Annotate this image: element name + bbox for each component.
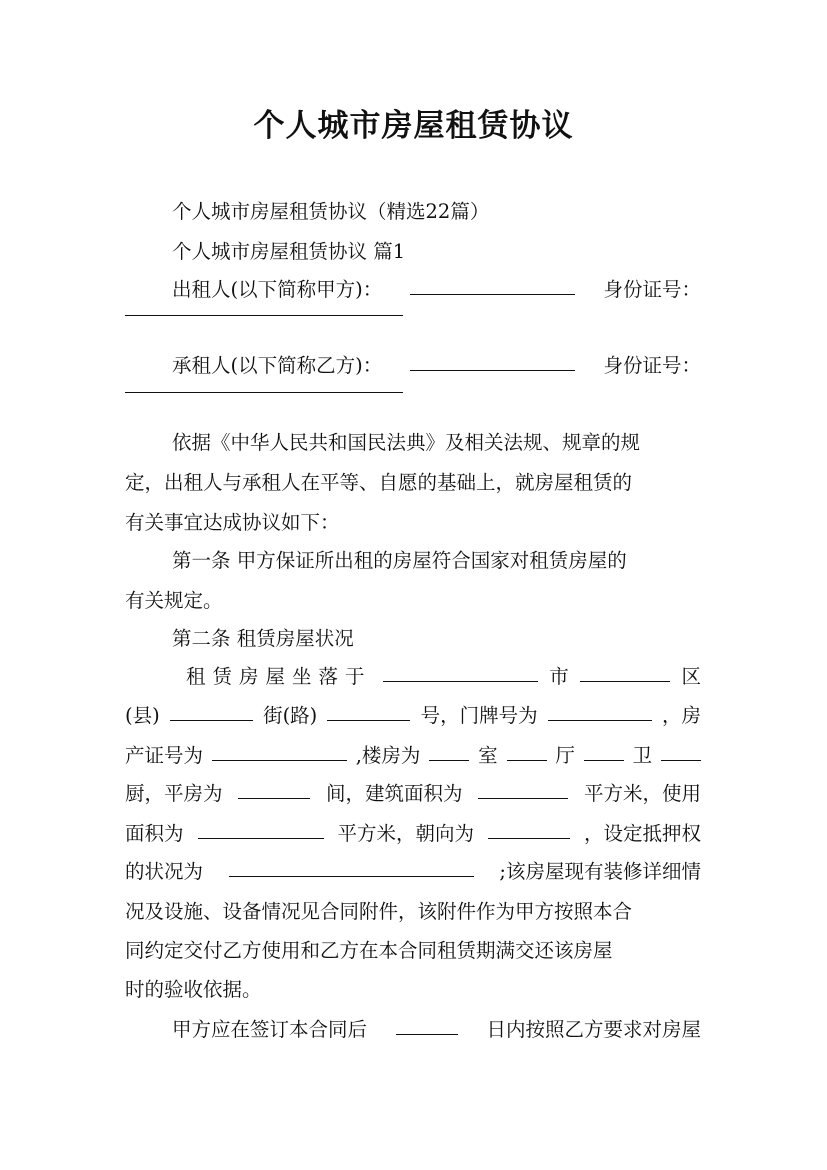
- bungalow-label: 厨，平房为: [125, 782, 223, 805]
- halls-blank: [507, 736, 547, 761]
- lessee-name-blank: [410, 346, 575, 371]
- district-blank: [580, 657, 670, 682]
- article2-line-4: [125, 774, 701, 814]
- orientation-blank: [488, 814, 570, 839]
- lessee-line: [172, 346, 701, 386]
- county-blank: [170, 696, 253, 721]
- bungalow-rooms-blank: [238, 774, 310, 799]
- lessee-id-label: 身份证号：: [603, 354, 701, 377]
- city-label: 市: [549, 665, 569, 688]
- article2-line-6: [125, 852, 701, 892]
- property-cert-start: ，房: [661, 704, 701, 727]
- lessor-line: [172, 270, 701, 310]
- lessor-id-label: 身份证号：: [603, 278, 701, 301]
- article2-line-3: [125, 736, 701, 776]
- decoration-label: ;该房屋现有装修详细情: [499, 860, 701, 883]
- handover-label: 甲方应在签订本合同后: [172, 1018, 368, 1041]
- floor-area-label: 间，建筑面积为: [325, 782, 463, 805]
- article2-line-8: 同约定交付乙方使用和乙方在本合同租赁期满交还该房屋: [125, 939, 613, 962]
- lessor-label: 出租人(以下简称甲方)：: [172, 278, 383, 301]
- lessee-id-blank: [125, 392, 403, 393]
- article2-line-1: [186, 657, 701, 697]
- lessor-id-blank: [125, 315, 403, 316]
- street-blank: [327, 696, 410, 721]
- mortgage-label: ，设定抵押权: [583, 822, 701, 845]
- article2-location-label: 租赁房屋坐落于: [186, 665, 372, 688]
- section-heading: 个人城市房屋租赁协议 篇1: [172, 240, 406, 263]
- article1-line-1: 第一条 甲方保证所出租的房屋符合国家对租赁房屋的: [172, 549, 627, 572]
- floor-area-blank: [478, 774, 568, 799]
- mortgage-status-blank: [229, 852, 474, 877]
- handover-text: 日内按照乙方要求对房屋: [486, 1018, 701, 1041]
- intro-line-2: 定，出租人与承租人在平等、自愿的基础上，就房屋租赁的: [125, 471, 633, 494]
- document-subtitle: 个人城市房屋租赁协议（精选22篇）: [172, 200, 490, 223]
- bathrooms-blank: [584, 736, 624, 761]
- article1-line-2: 有关规定。: [125, 589, 223, 612]
- intro-line-1: 依据《中华人民共和国民法典》及相关法规、规章的规: [172, 431, 641, 454]
- kitchens-blank: [661, 736, 701, 761]
- rooms-label: 室: [478, 744, 498, 767]
- lessor-name-blank: [410, 270, 575, 295]
- building-label: ,楼房为: [355, 744, 421, 767]
- bathrooms-label: 卫: [632, 744, 653, 767]
- district-label: 区: [681, 665, 701, 688]
- street-label: 街(路): [263, 704, 318, 727]
- halls-label: 厅: [555, 744, 575, 767]
- document-title: 个人城市房屋租赁协议: [253, 108, 574, 144]
- property-cert-blank: [212, 736, 347, 761]
- mortgage-status-label: 的状况为: [125, 860, 204, 883]
- county-label: (县): [125, 704, 160, 727]
- article2-line-9: 时的验收依据。: [125, 978, 262, 1001]
- article2-line-2: [125, 696, 701, 736]
- orientation-label: 平方米，朝向为: [337, 822, 474, 845]
- usable-area-label: 面积为: [125, 822, 184, 845]
- house-number-blank: [548, 696, 652, 721]
- floor-area-unit: 平方米，使用: [583, 782, 701, 805]
- lessee-label: 承租人(以下简称乙方)：: [172, 354, 383, 377]
- usable-area-blank: [198, 814, 324, 839]
- intro-line-3: 有关事宜达成协议如下：: [125, 511, 340, 534]
- house-number-label: 号，门牌号为: [420, 704, 538, 727]
- rooms-blank: [429, 736, 469, 761]
- city-blank: [383, 657, 538, 682]
- article2-heading: 第二条 租赁房屋状况: [172, 627, 354, 650]
- handover-line: [172, 1010, 701, 1050]
- handover-days-blank: [396, 1010, 458, 1035]
- property-cert-label: 产证号为: [125, 744, 204, 767]
- article2-line-5: [125, 814, 701, 854]
- article2-line-7: 况及设施、设备情况见合同附件，该附件作为甲方按照本合: [125, 900, 633, 923]
